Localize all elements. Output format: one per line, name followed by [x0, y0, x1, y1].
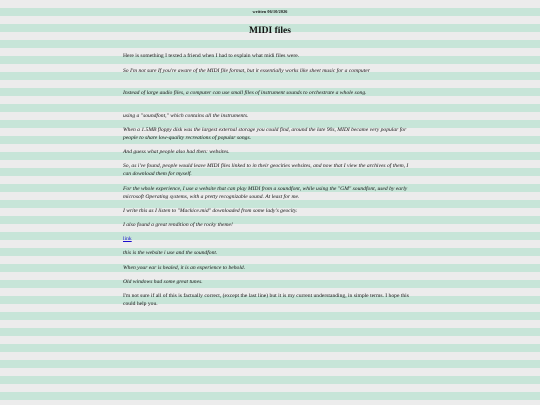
paragraph-audio-files: Instead of large audio files, a computer can use small files of instrument sounds to orchestrate a whole song.: [123, 90, 367, 96]
paragraph-old-windows: Old windows had some great tunes.: [123, 279, 203, 285]
paragraph-soundfont: using a "soundfont," which contains all the instruments.: [123, 113, 249, 119]
paragraph-rocky: I also found a great rendition of the rocky theme!: [123, 222, 233, 228]
link-paragraph: [123, 236, 411, 244]
written-date: written 06/10/2026: [252, 9, 288, 14]
paragraph-experience: For the whole experience, I use a website that can play MIDI from a soundfont, while using the "GM" soundfont, used by early microsoft Operating systems, with a pretty recognizable sound. At least for me.: [123, 186, 408, 200]
paragraph-closing: I'm not sure if all of this is factually correct, (except the last line) but it is my current understanding, in simple terms. I hope this could help you.: [123, 293, 409, 307]
page-title: MIDI files: [249, 26, 291, 36]
paragraph-website-soundfont: this is the website i use and the soundfont.: [123, 250, 218, 256]
paragraph-ear-healed: When your ear is healed, it is an experience to behold.: [123, 265, 246, 271]
rocky-theme-link[interactable]: link: [123, 236, 132, 242]
paragraph-geocities: So, as i've found, people would leave MIDI files linked to in their geocities websites, and now that I view the archives of them, I can download them for myself.: [123, 163, 409, 177]
paragraph-intro: Here is something I texted a friend when I had to explain what midi files were.: [123, 53, 300, 59]
paragraph-mackice: I write this as I listen to "Mackice.mid" downloaded from some lady's geocity.: [123, 208, 298, 214]
paragraph-midi-format: So I'm not sure If you're aware of the MIDI file format, but it essentially works like sheet music for a computer: [123, 68, 370, 74]
paragraph-floppy: When a 1.5MB floppy disk was the largest external storage you could find, around the late 90s, MIDI became very popular for people to share low-quality recreations of popular songs.: [123, 127, 407, 141]
paragraph-websites: And guess what people also had then: websites.: [123, 149, 230, 155]
